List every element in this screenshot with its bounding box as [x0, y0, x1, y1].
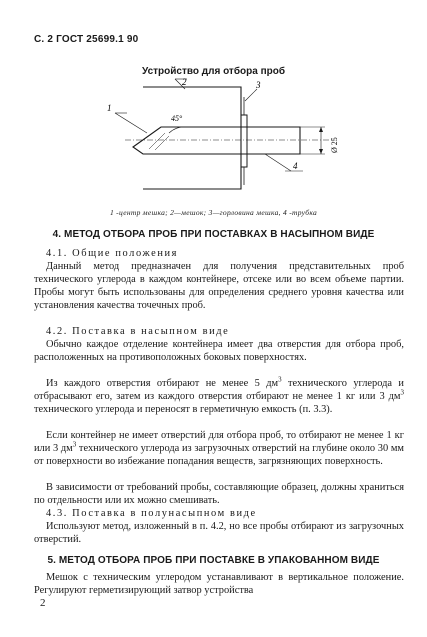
bag-outline: [143, 87, 241, 189]
paragraph-4-2b: [34, 377, 404, 416]
tube-bevel-hatch: [149, 133, 165, 149]
angle-arc: [169, 127, 185, 133]
footer-mark: 2: [40, 597, 46, 609]
paragraph-4-2a: Обычно каждое отделение контейнера имеет два отверстия для отбора проб, расположенных на противоположных боковых поверхностях.: [34, 339, 404, 363]
p4-part-b: технического углерода из загрузочных отверстий на глубине около 30 мм от поверхности во избежание попадания веществ, загрязняющих поверхность.: [34, 443, 405, 467]
callout-3: 3: [256, 80, 261, 90]
paragraph-4-3: Используют метод, изложенный в п. 4.2, но все пробы отбирают из загрузочных отверстий.: [34, 521, 404, 545]
p3-sup-2: 3: [400, 388, 404, 397]
bag-neck: [241, 115, 247, 167]
paragraph-4-2d: В зависимости от требований пробы, составляющие образец, должны храниться по отдельности или их можно смешивать.: [34, 482, 404, 506]
figure-caption: 1 -центр мешка; 2—мешок; 3—горловина мешка, 4 -трубка: [109, 208, 318, 217]
subsection-4-3-heading: 4.3. Поставка в полунасыпном виде: [46, 508, 257, 519]
callout-4: 4: [293, 161, 298, 171]
paragraph-4-1: [34, 260, 404, 312]
p3-part-b: технического углерода и отбрасывают его, затем из каждого отверстия отбирают не менее 1 кг или 3 дм: [34, 378, 404, 402]
p4-sup: 3: [72, 440, 77, 449]
callout-1: 1: [107, 103, 112, 113]
subsection-4-1-heading: 4.1. Общие положения: [46, 248, 179, 259]
paragraph-4-2c: [34, 429, 404, 468]
p4-part-a: Если контейнер не имеет отверстий для отбора проб, то отбирают не менее 1 кг или 3 дм: [34, 430, 404, 454]
figure-title: Устройство для отбора проб: [141, 66, 285, 77]
leader-3: [245, 89, 257, 101]
p3-part-a: Из каждого отверстия отбирают не менее 5 дм: [46, 378, 279, 389]
section-5-title: 5. МЕТОД ОТБОРА ПРОБ ПРИ ПОСТАВКЕ В УПАКОВАННОМ ВИДЕ: [47, 555, 380, 566]
p3-sup-1: 3: [278, 375, 282, 384]
paragraph-5: Мешок с техническим углеродом устанавливают в вертикальное положение. Регулируют герметизирующий затвор устройства: [34, 572, 404, 596]
page-header: С. 2 ГОСТ 25699.1 90: [34, 34, 139, 45]
paragraph-4-1-text: Данный метод предназначен для получения представительных проб технического углерода в каждом контейнере, отсеке или во всем объеме партии. Пробы могут быть использованы для определения среднего уровня качества или установления качества точечных проб.: [34, 261, 404, 311]
section-4-title: 4. МЕТОД ОТБОРА ПРОБ ПРИ ПОСТАВКАХ В НАСЫПНОМ ВИДЕ: [52, 229, 375, 240]
angle-label: 45°: [171, 114, 183, 123]
subsection-4-2-heading: 4.2. Поставка в насыпном виде: [46, 326, 230, 337]
dim-arrow-bottom: [319, 149, 323, 154]
dim-arrow-top: [319, 127, 323, 132]
tube-bevel-hatch: [155, 136, 169, 150]
callout-2: 2: [182, 77, 187, 87]
leader-4: [265, 154, 291, 171]
sampling-device-figure: [85, 77, 370, 209]
diameter-label: Ø 25: [330, 137, 339, 153]
leader-1: [115, 113, 147, 133]
p3-part-c: технического углерода и переносят в герметичную емкость (п. 3.3).: [34, 404, 333, 415]
sampling-tube: [133, 127, 300, 154]
